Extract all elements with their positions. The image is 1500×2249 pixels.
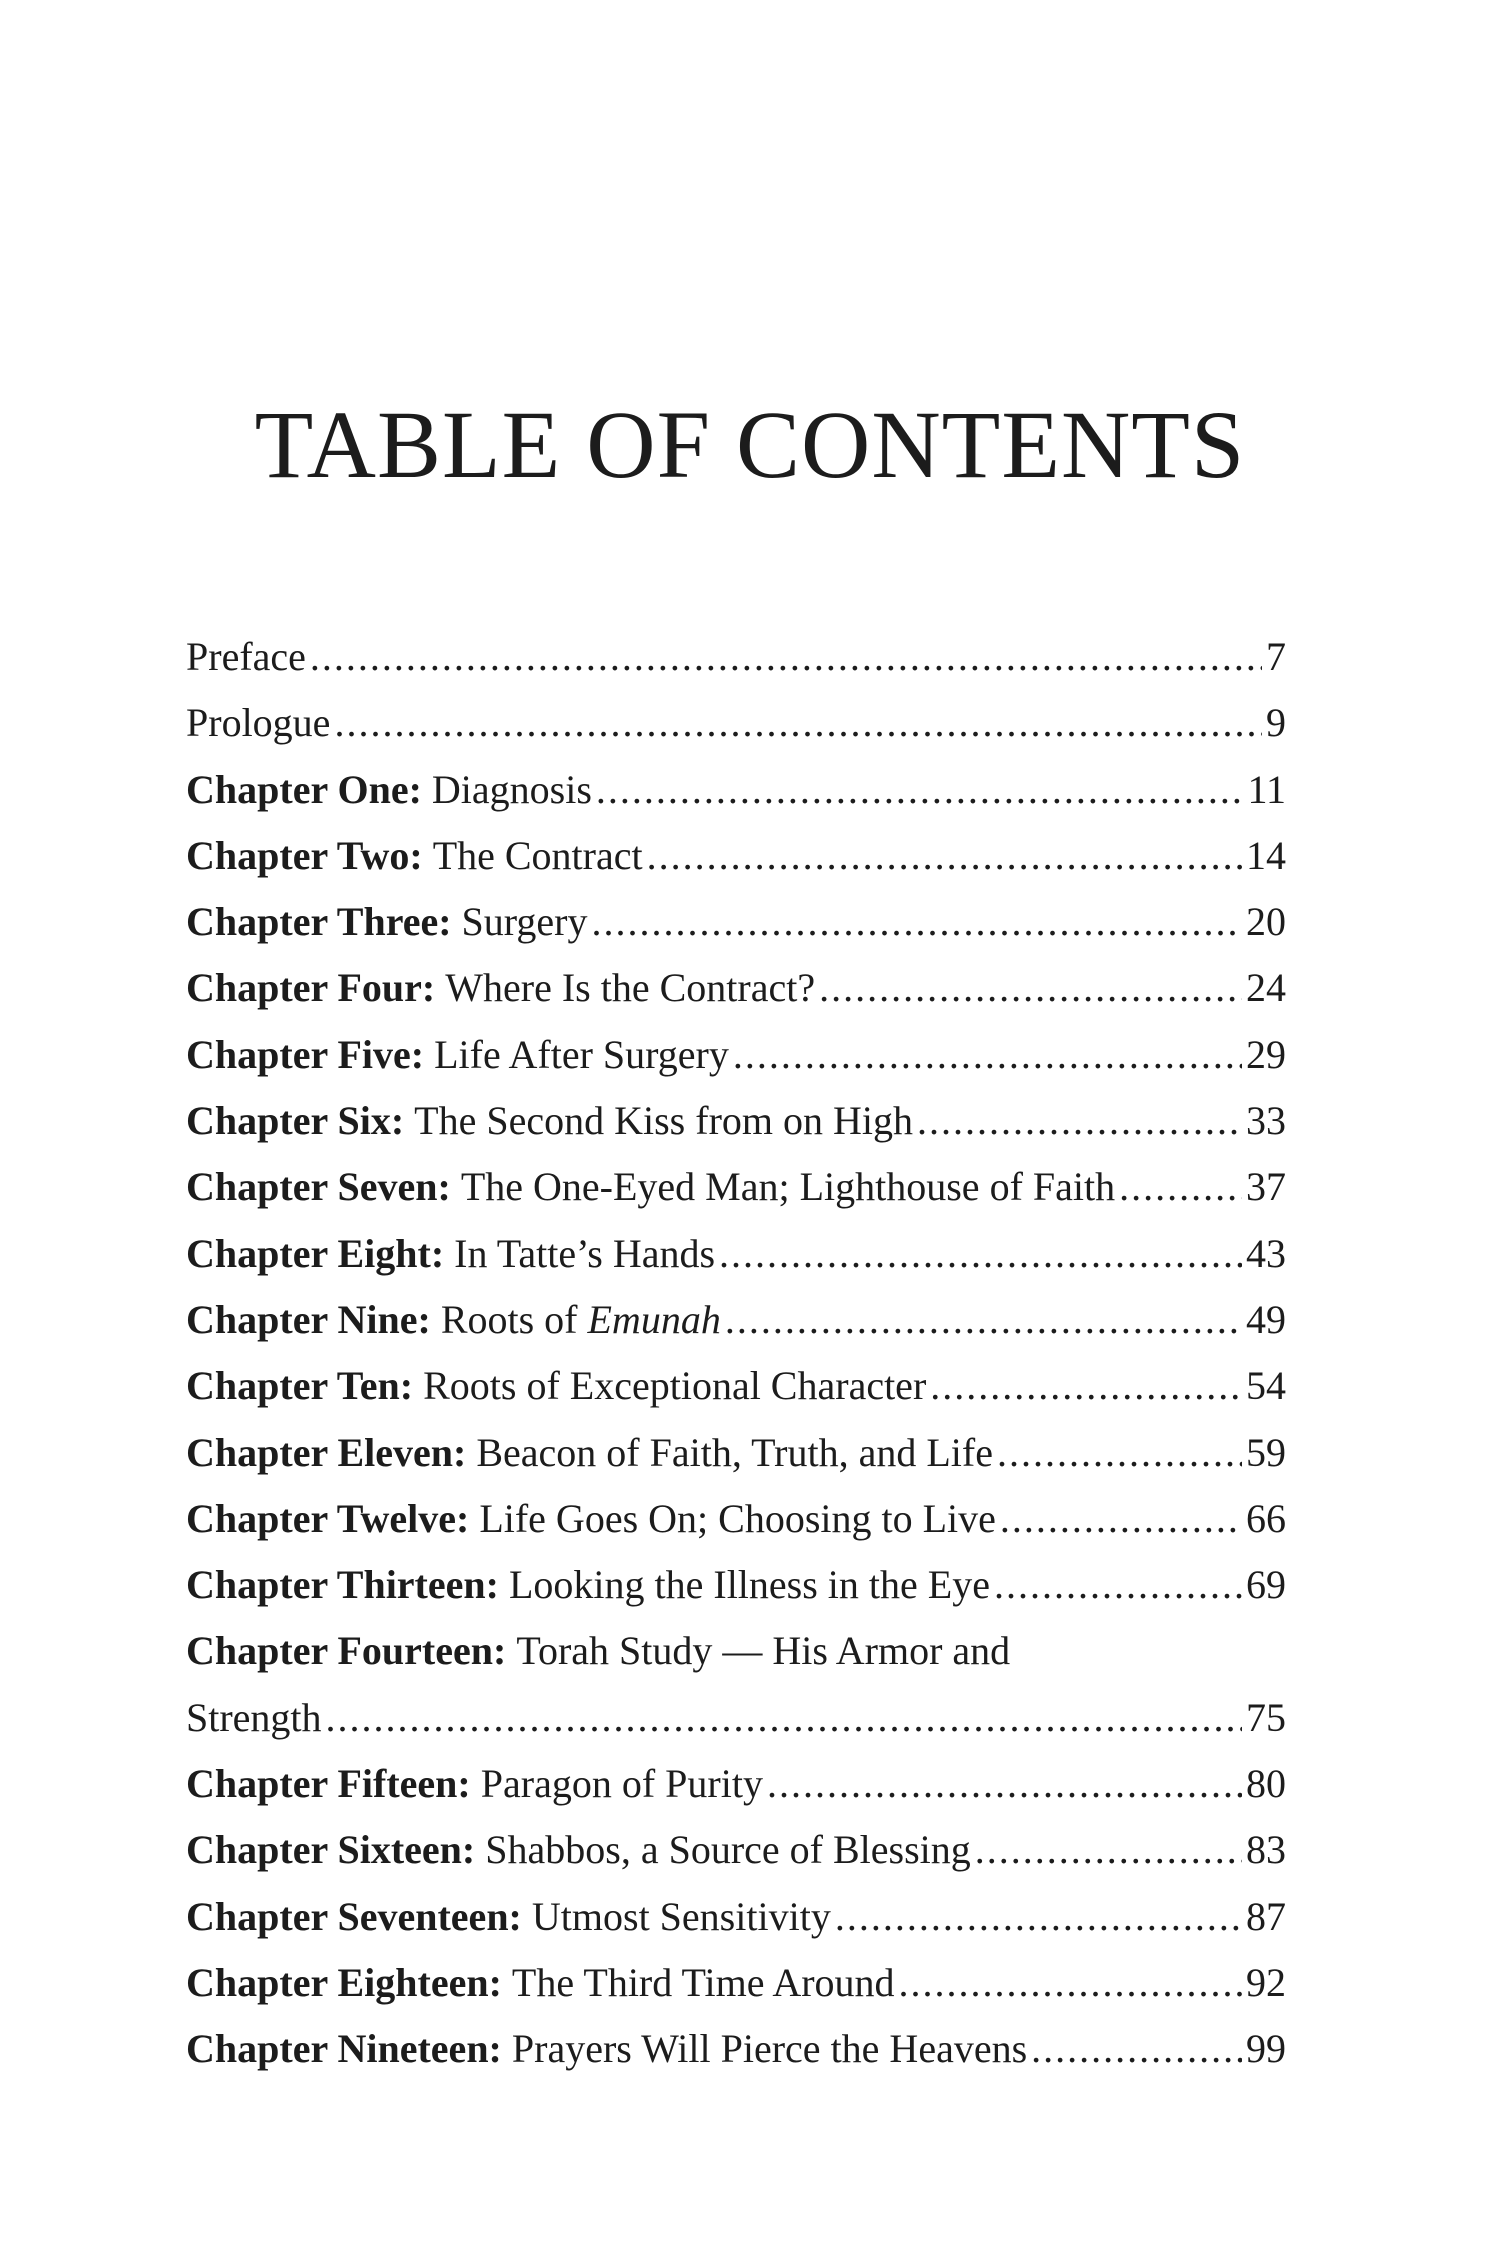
toc-entry-chapter-seven[interactable] [186, 1154, 1286, 1220]
entry-title: Surgery [461, 899, 588, 945]
chapter-label: Chapter Ten: [186, 1363, 414, 1409]
toc-entry-chapter-seventeen[interactable] [186, 1884, 1286, 1950]
dot-leader [591, 889, 1242, 955]
dot-leader [596, 757, 1244, 823]
entry-title-line-2: Strength [186, 1694, 322, 1740]
page-number: 11 [1247, 766, 1286, 812]
dot-leader [819, 955, 1242, 1021]
dot-leader [647, 823, 1242, 889]
chapter-label: Chapter Seventeen: [186, 1893, 522, 1939]
page-title: TABLE OF CONTENTS [254, 391, 1246, 498]
page-number: 20 [1246, 899, 1286, 945]
toc-entry-chapter-three[interactable] [186, 889, 1286, 955]
chapter-label: Chapter Three: [186, 899, 452, 945]
toc-entry-chapter-two[interactable] [186, 823, 1286, 889]
entry-title: In Tatte’s Hands [454, 1230, 716, 1276]
dot-leader [835, 1884, 1242, 1950]
dot-leader [310, 624, 1262, 690]
dot-leader [994, 1552, 1242, 1618]
dot-leader [975, 1817, 1242, 1883]
toc-entry-chapter-five[interactable] [186, 1022, 1286, 1088]
dot-leader [719, 1221, 1242, 1287]
toc-entry-chapter-fourteen[interactable] [186, 1618, 1286, 1751]
chapter-label: Chapter Sixteen: [186, 1827, 476, 1873]
page-number: 24 [1246, 965, 1286, 1011]
entry-title: Where Is the Contract? [445, 965, 816, 1011]
chapter-label: Chapter Fourteen: [186, 1628, 507, 1674]
chapter-label: Chapter Seven: [186, 1164, 451, 1210]
dot-leader [725, 1287, 1242, 1353]
toc-entry-preface[interactable] [186, 624, 1286, 690]
entry-title: The One-Eyed Man; Lighthouse of Faith [460, 1164, 1116, 1210]
chapter-label: Chapter Four: [186, 965, 436, 1011]
chapter-label: Chapter Fifteen: [186, 1761, 471, 1807]
page-number: 49 [1246, 1296, 1286, 1342]
entry-title: The Contract [432, 832, 643, 878]
page-number: 33 [1246, 1098, 1286, 1144]
page-number: 87 [1246, 1893, 1286, 1939]
entry-title: Life Goes On; Choosing to Live [479, 1495, 996, 1541]
entry-title: Looking the Illness in the Eye [508, 1562, 990, 1608]
toc-entry-chapter-sixteen[interactable] [186, 1817, 1286, 1883]
toc-entry-chapter-thirteen[interactable] [186, 1552, 1286, 1618]
dot-leader [1031, 2016, 1242, 2082]
page-number: 59 [1246, 1429, 1286, 1475]
page-number: 66 [1246, 1495, 1286, 1541]
chapter-label: Chapter Eight: [186, 1230, 445, 1276]
chapter-label: Chapter Six: [186, 1098, 405, 1144]
dot-leader [326, 1685, 1242, 1751]
chapter-label: Chapter Eleven: [186, 1429, 467, 1475]
entry-title: Utmost Sensitivity [531, 1893, 831, 1939]
dot-leader [1119, 1154, 1242, 1220]
toc-entry-chapter-eighteen[interactable] [186, 1950, 1286, 2016]
page-number: 75 [1246, 1694, 1286, 1740]
chapter-label: Chapter Nineteen: [186, 2026, 502, 2072]
entry-title: Paragon of Purity [480, 1761, 763, 1807]
chapter-label: Chapter Eighteen: [186, 1959, 502, 2005]
entry-title: Beacon of Faith, Truth, and Life [476, 1429, 993, 1475]
page-number: 9 [1266, 700, 1286, 746]
toc-entry-chapter-six[interactable] [186, 1088, 1286, 1154]
dot-leader [733, 1022, 1242, 1088]
entry-title: Roots of Exceptional Character [423, 1363, 927, 1409]
toc-entry-prologue[interactable] [186, 690, 1286, 756]
chapter-label: Chapter Five: [186, 1031, 425, 1077]
entry-title: Life After Surgery [434, 1031, 729, 1077]
toc-entry-chapter-eleven[interactable] [186, 1420, 1286, 1486]
entry-title-line-1: Torah Study — His Armor and [516, 1628, 1011, 1674]
dot-leader [899, 1950, 1242, 2016]
toc-entry-chapter-four[interactable] [186, 955, 1286, 1021]
entry-title: Prologue [186, 700, 331, 746]
toc-entry-chapter-one[interactable] [186, 757, 1286, 823]
dot-leader [767, 1751, 1242, 1817]
entry-title: Preface [186, 634, 306, 679]
page-number: 99 [1246, 2026, 1286, 2072]
entry-title: The Third Time Around [511, 1959, 895, 2005]
entry-title-prefix: Roots of [440, 1296, 578, 1342]
page-number: 14 [1246, 832, 1286, 878]
entry-title: The Second Kiss from on High [414, 1098, 913, 1144]
table-of-contents [186, 624, 1286, 2083]
page-number: 37 [1246, 1164, 1286, 1210]
toc-entry-chapter-ten[interactable] [186, 1353, 1286, 1419]
toc-entry-chapter-nineteen[interactable] [186, 2016, 1286, 2082]
toc-entry-chapter-eight[interactable] [186, 1221, 1286, 1287]
chapter-label: Chapter Thirteen: [186, 1562, 499, 1608]
page-number: 54 [1246, 1363, 1286, 1409]
chapter-label: Chapter Two: [186, 832, 423, 878]
page-number: 92 [1246, 1959, 1286, 2005]
page-number: 43 [1246, 1230, 1286, 1276]
page-number: 83 [1246, 1827, 1286, 1873]
dot-leader [1000, 1486, 1242, 1552]
entry-title: Shabbos, a Source of Blessing [485, 1827, 971, 1873]
entry-title-emphasis: Emunah [587, 1296, 721, 1342]
entry-title [441, 1287, 721, 1353]
page-number: 69 [1246, 1562, 1286, 1608]
chapter-label: Chapter Nine: [186, 1296, 431, 1342]
chapter-label: Chapter Twelve: [186, 1495, 470, 1541]
toc-entry-chapter-fifteen[interactable] [186, 1751, 1286, 1817]
dot-leader [334, 690, 1262, 756]
chapter-label: Chapter One: [186, 766, 422, 812]
toc-entry-chapter-nine[interactable] [186, 1287, 1286, 1353]
dot-leader [930, 1353, 1242, 1419]
dot-leader [917, 1088, 1242, 1154]
page-number: 29 [1246, 1031, 1286, 1077]
dot-leader [997, 1420, 1242, 1486]
entry-title: Diagnosis [431, 766, 592, 812]
page-number: 7 [1266, 634, 1286, 679]
toc-entry-chapter-twelve[interactable] [186, 1486, 1286, 1552]
entry-title: Prayers Will Pierce the Heavens [511, 2026, 1028, 2072]
page-number: 80 [1246, 1761, 1286, 1807]
